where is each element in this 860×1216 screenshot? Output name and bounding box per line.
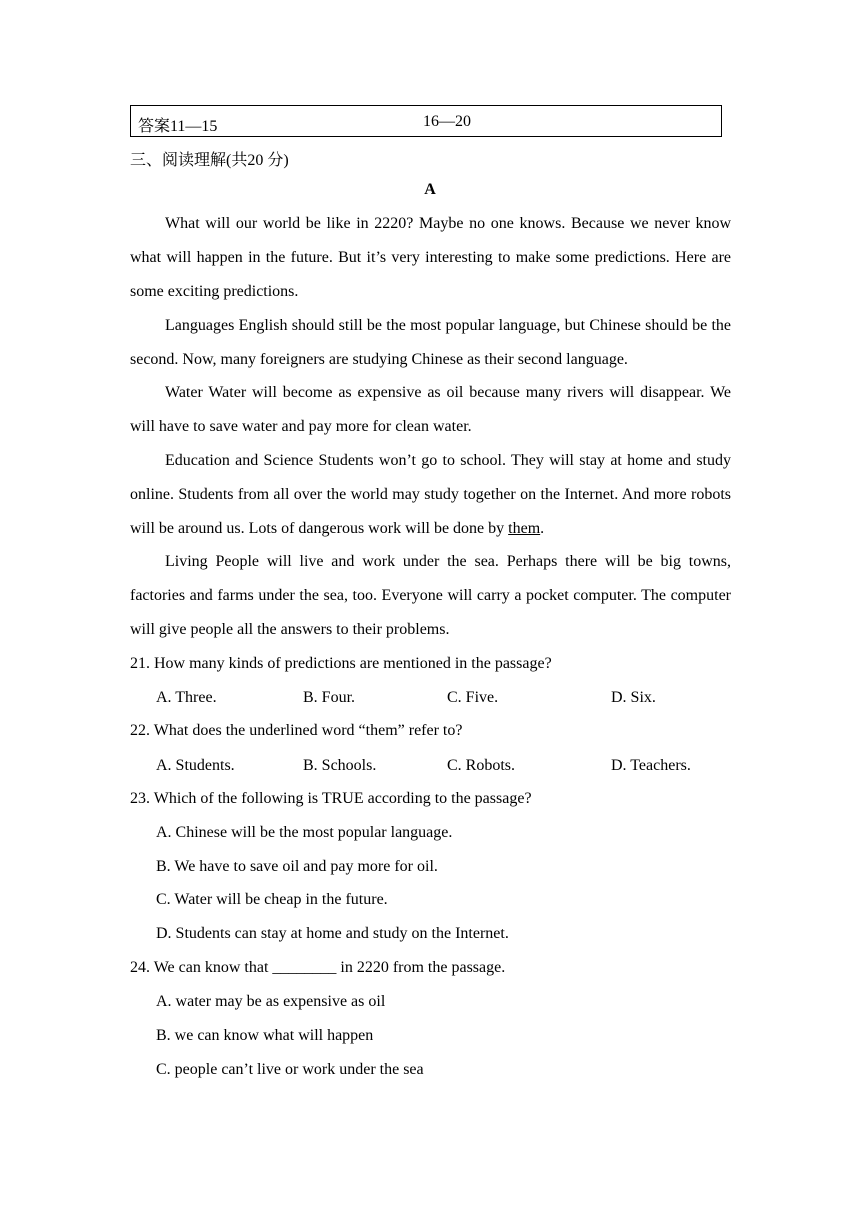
question-22-option-d: D. Teachers. bbox=[611, 757, 691, 774]
question-24-option-a: A. water may be as expensive as oil bbox=[156, 993, 386, 1010]
question-23-option-a: A. Chinese will be the most popular language. bbox=[156, 824, 453, 841]
paragraph-term: Water bbox=[165, 384, 203, 401]
paragraph-text: What will our world be like in 2220? Maybe no one knows. Because we never know what will happen in the future. But it’s very interesting to make some predictions. Here are some exciting predictions. bbox=[130, 215, 731, 300]
underlined-word-them: them bbox=[508, 519, 541, 537]
paragraph-term: Education and Science bbox=[165, 452, 314, 469]
question-23-option-b: B. We have to save oil and pay more for oil. bbox=[156, 858, 438, 875]
question-21-option-b: B. Four. bbox=[303, 689, 356, 706]
passage-paragraph-education bbox=[130, 444, 731, 546]
question-22-stem: 22. What does the underlined word “them” refer to? bbox=[130, 722, 463, 739]
question-21-option-c: C. Five. bbox=[447, 689, 499, 706]
question-23-option-c: C. Water will be cheap in the future. bbox=[156, 891, 388, 908]
answer-label-11-15: 答案11—15 bbox=[138, 118, 218, 135]
question-24-stem: 24. We can know that ________ in 2220 from the passage. bbox=[130, 959, 506, 976]
paragraph-text: People will live and work under the sea. Perhaps there will be big towns, factories and farms under the sea, too. Everyone will carry a pocket computer. The computer will give people all the answers to their problems. bbox=[130, 553, 731, 638]
paragraph-text: Water will become as expensive as oil because many rivers will disappear. We will have to save water and pay more for clean water. bbox=[130, 384, 731, 435]
paragraph-end: . bbox=[540, 519, 545, 537]
question-21-option-a: A. Three. bbox=[156, 689, 217, 706]
question-21-stem: 21. How many kinds of predictions are mentioned in the passage? bbox=[130, 655, 552, 672]
paragraph-term: Living bbox=[165, 553, 208, 570]
question-24-option-b: B. we can know what will happen bbox=[156, 1027, 374, 1044]
section-heading: 三、阅读理解(共20 分) bbox=[130, 152, 289, 169]
question-22-option-b: B. Schools. bbox=[303, 757, 377, 774]
question-23-option-d: D. Students can stay at home and study on the Internet. bbox=[156, 925, 509, 942]
question-22-option-c: C. Robots. bbox=[447, 757, 516, 774]
passage-title: A bbox=[424, 181, 436, 198]
passage-paragraph-water bbox=[130, 376, 731, 444]
paragraph-text: Students won’t go to school. They will stay at home and study online. Students from all over the world may study together on the Internet. And more robots will be around us. Lots of dangerous work will be done by bbox=[130, 452, 731, 537]
question-23-stem: 23. Which of the following is TRUE according to the passage? bbox=[130, 790, 532, 807]
paragraph-term: Languages bbox=[165, 317, 235, 334]
answer-label-16-20: 16—20 bbox=[423, 113, 471, 130]
question-24-option-c: C. people can’t live or work under the sea bbox=[156, 1061, 424, 1078]
answer-box bbox=[130, 105, 722, 137]
question-21-option-d: D. Six. bbox=[611, 689, 656, 706]
paragraph-text: English should still be the most popular language, but Chinese should be the second. Now, many foreigners are studying Chinese as their second language. bbox=[130, 317, 731, 368]
question-22-option-a: A. Students. bbox=[156, 757, 235, 774]
passage-paragraph-living bbox=[130, 545, 731, 647]
passage-paragraph-languages bbox=[130, 309, 731, 377]
passage-paragraph-1 bbox=[130, 207, 731, 309]
